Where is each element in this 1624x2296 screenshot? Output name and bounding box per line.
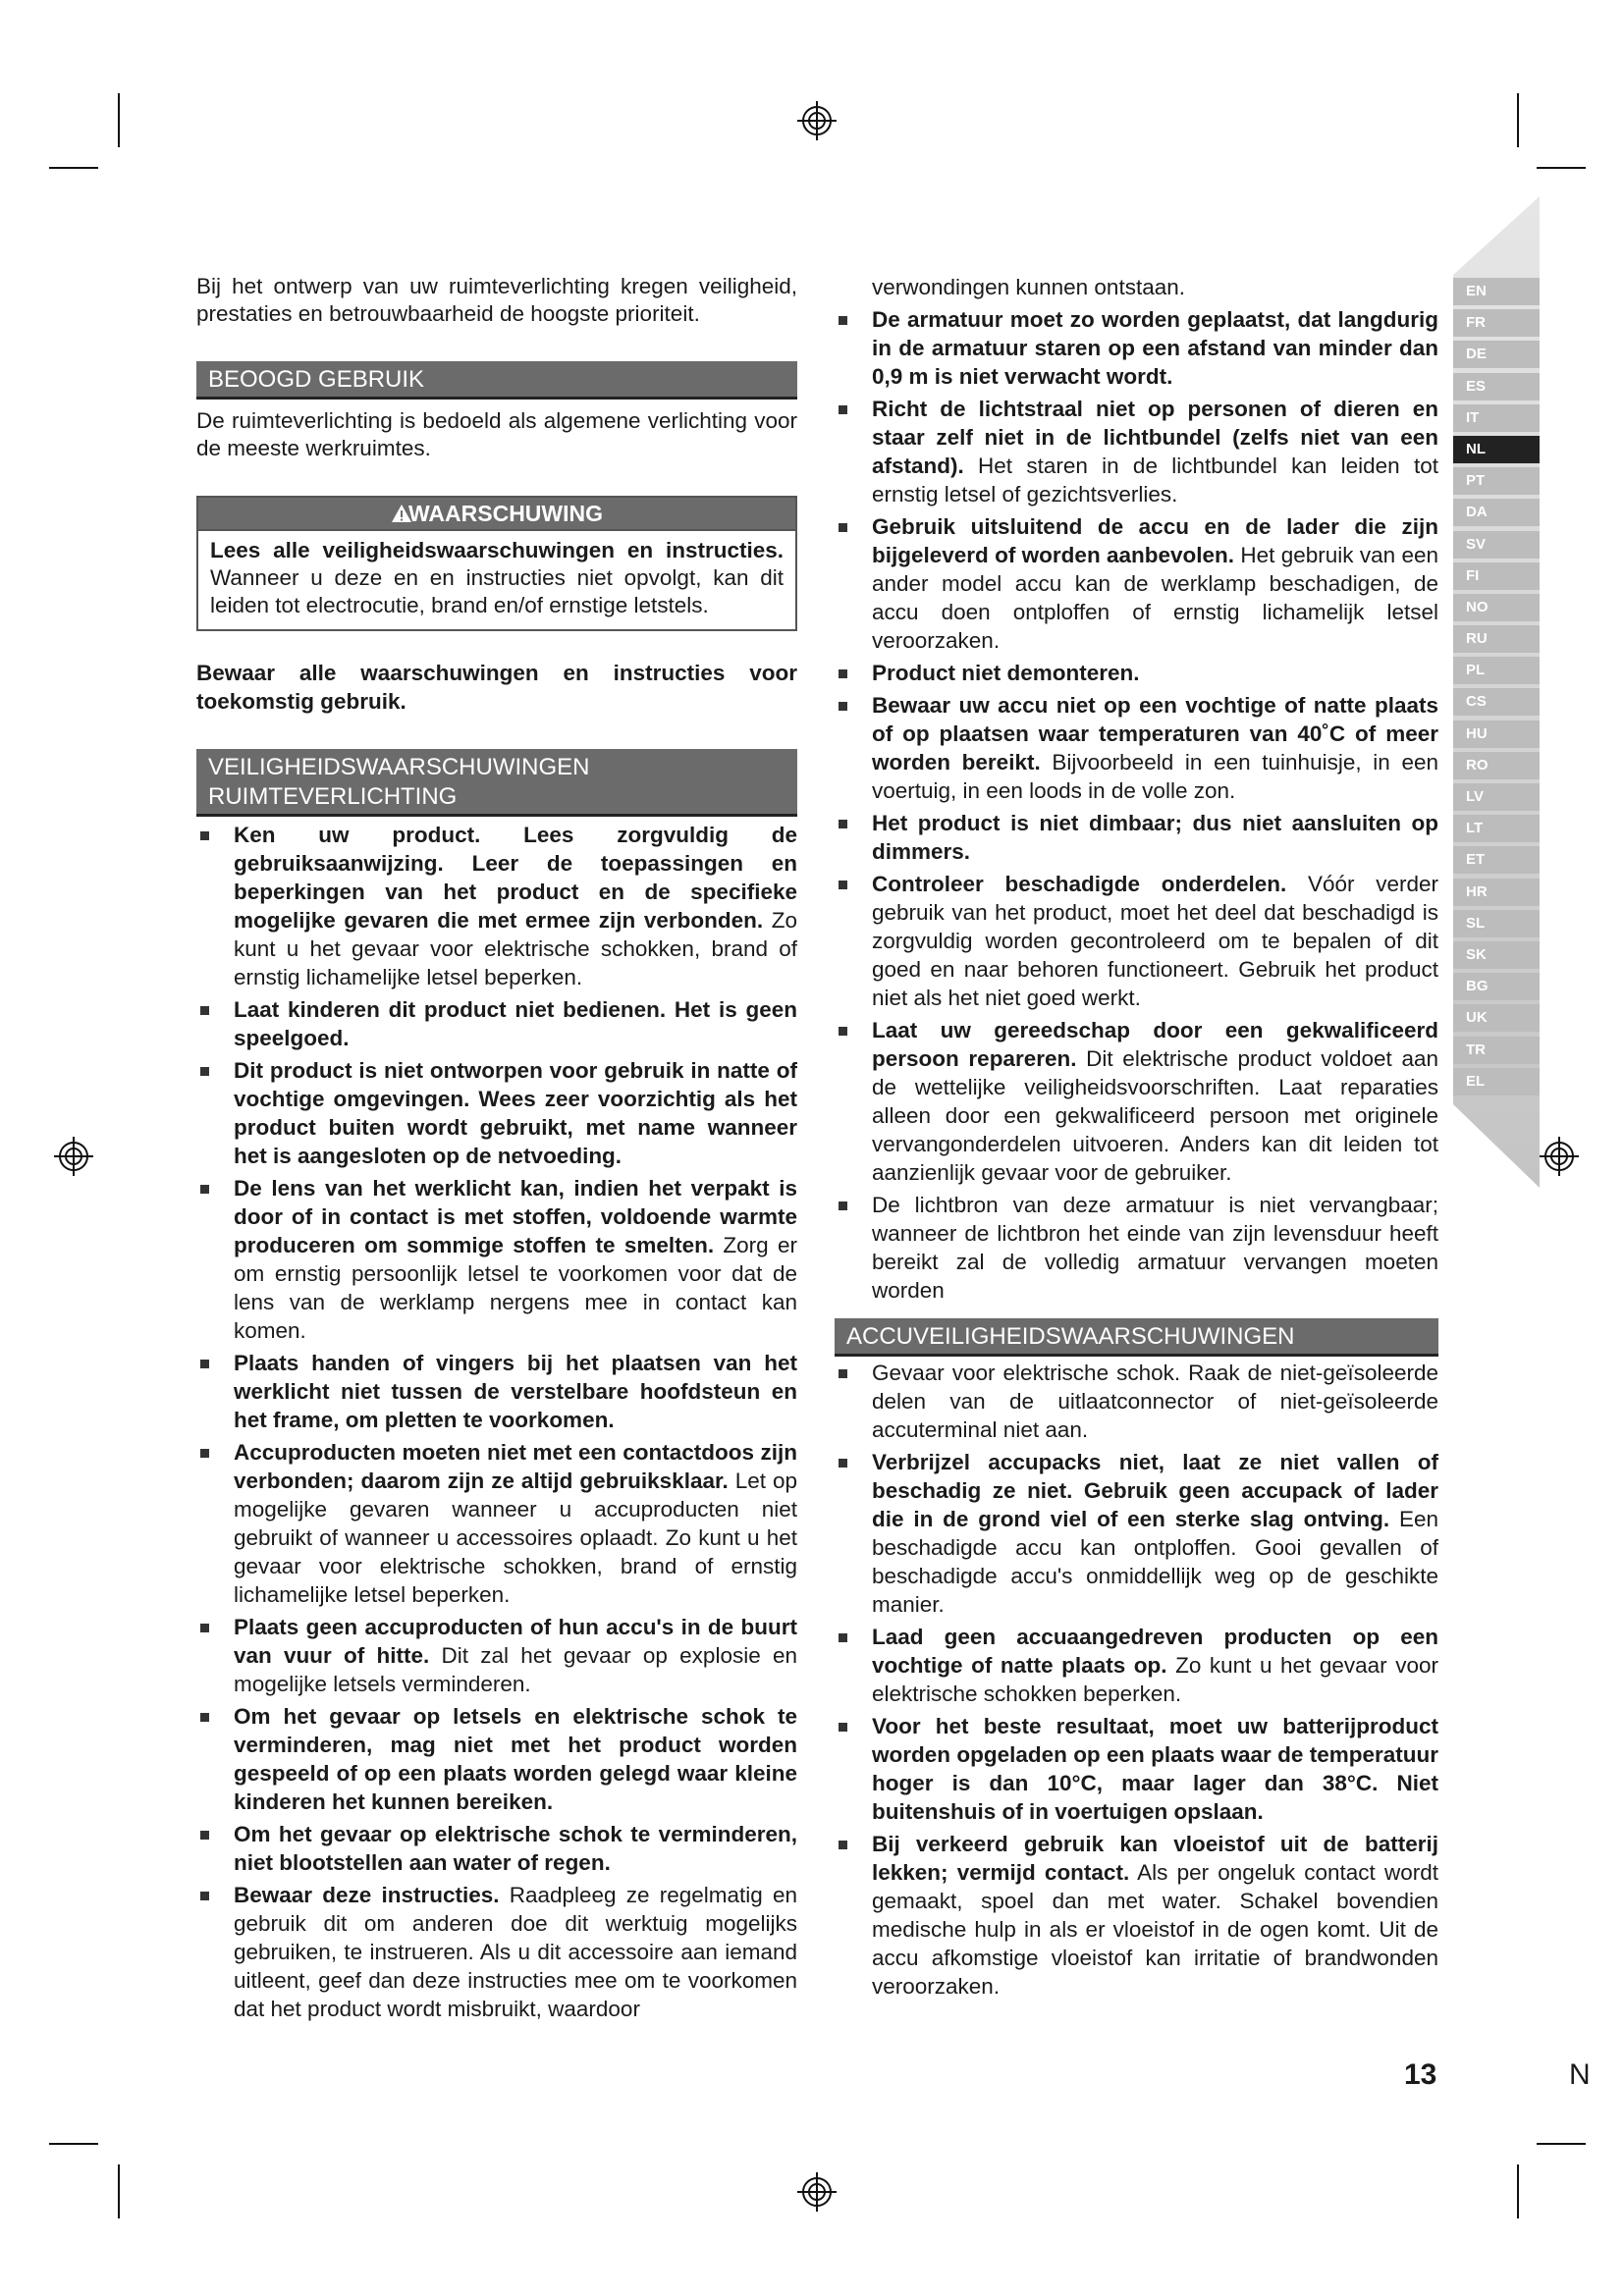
list-item	[835, 659, 1438, 687]
crop-mark	[118, 93, 120, 147]
list-item	[196, 995, 797, 1052]
left-column	[196, 273, 797, 2027]
list-item-bold: De armatuur moet zo worden geplaatst, dat langdurig in de armatuur staren op een afstand van minder dan 0,9 m is niet verwacht wordt.	[872, 307, 1438, 389]
language-tab-el: EL	[1453, 1068, 1540, 1095]
list-item-bold: Voor het beste resultaat, moet uw batterijproduct worden opgeladen op een plaats waar de temperatuur hoger is dan 10°C, maar lager dan 38°C. Niet buitenshuis of in voertuigen opslaan.	[872, 1714, 1438, 1824]
list-item-text: Zo kunt u het gevaar voor elektrische schokken, brand of ernstig lichamelijke letsel beperken.	[234, 908, 797, 989]
list-item-bold: Accuproducten moeten niet met een contactdoos zijn verbonden; daarom zijn ze altijd gebruiksklaar.	[234, 1440, 797, 1493]
list-item-bold: De lens van het werklicht kan, indien het verpakt is door of in contact is met stoffen, voldoende warmte produceren om sommige stoffen te smelten.	[234, 1176, 797, 1257]
bullet-icon	[839, 702, 847, 711]
bullet-icon	[839, 1723, 847, 1732]
bullet-icon	[200, 1713, 209, 1722]
bullet-icon	[839, 1369, 847, 1378]
list-item-bold: Om het gevaar op elektrische schok te verminderen, niet blootstellen aan water of regen.	[234, 1822, 797, 1875]
list-item-bold: Ken uw product. Lees zorgvuldig de gebruiksaanwijzing. Leer de toepassingen en beperkingen van het product en de specifieke mogelijke gevaren die met ermee zijn verbonden.	[234, 823, 797, 933]
language-tab-fi: FI	[1453, 562, 1540, 590]
language-tab-hu: HU	[1453, 721, 1540, 748]
registration-mark-icon	[797, 101, 837, 140]
bullet-icon	[200, 831, 209, 840]
crop-mark	[1517, 93, 1519, 147]
list-item-bold: Om het gevaar op letsels en elektrische schok te verminderen, mag niet met het product worden gespeeld of op een plaats worden gelegd waar kleine kinderen het kunnen bereiken.	[234, 1704, 797, 1814]
bullet-icon	[839, 523, 847, 532]
list-item	[835, 1623, 1438, 1708]
bullet-icon	[200, 1624, 209, 1632]
list-item-text: Bijvoorbeeld in een tuinhuisje, in een voertuig, in een loods in de volle zon.	[872, 750, 1438, 803]
registration-mark-icon	[54, 1137, 93, 1176]
list-item-bold: Laat kinderen dit product niet bedienen. Het is geen speelgoed.	[234, 997, 797, 1050]
beoogd-gebruik-text: De ruimteverlichting is bedoeld als algemene verlichting voor de meeste werkruimtes.	[196, 408, 797, 460]
language-tab-et: ET	[1453, 846, 1540, 874]
language-tab-es: ES	[1453, 373, 1540, 400]
list-item	[835, 691, 1438, 805]
list-item-bold: Verbrijzel accupacks niet, laat ze niet vallen of beschadig ze niet. Gebruik geen accupack of lader die in de grond viel of een sterke slag ontving.	[872, 1450, 1438, 1531]
warning-title	[198, 498, 795, 531]
list-item	[196, 1820, 797, 1877]
list-item-bold: Dit product is niet ontworpen voor gebruik in natte of vochtige omgevingen. Wees zeer voorzichtig als het product buiten wordt gebruikt, met name wanneer het is aangesloten op de netvoeding.	[234, 1058, 797, 1168]
list-item-text: Zo kunt u het gevaar voor elektrische schokken beperken.	[872, 1653, 1439, 1706]
bullet-icon	[839, 1201, 847, 1210]
crop-mark	[1517, 2164, 1519, 2218]
list-item-bold: Het product is niet dimbaar; dus niet aansluiten op dimmers.	[872, 811, 1438, 864]
warning-text: Wanneer u deze en en instructies niet opvolgt, kan dit leiden tot electrocutie, brand en/of ernstige letstels.	[210, 565, 784, 617]
bullet-icon	[839, 669, 847, 678]
warning-box	[196, 496, 797, 631]
bullet-icon	[839, 1841, 847, 1849]
language-tab-tr: TR	[1453, 1037, 1540, 1064]
bullet-icon	[839, 1633, 847, 1642]
bullet-icon	[200, 1831, 209, 1840]
language-tab-it: IT	[1453, 404, 1540, 432]
bullet-icon	[200, 1067, 209, 1076]
bullet-icon	[839, 405, 847, 414]
list-item-text: De lichtbron van deze armatuur is niet vervangbaar; wanneer de lichtbron het einde van zijn levensduur heeft bereikt zal de volledig armatuur vervangen moeten worden	[872, 1193, 1438, 1303]
list-item	[196, 1438, 797, 1609]
registration-mark-icon	[1540, 1137, 1579, 1176]
list-item-bold: Gebruik uitsluitend de accu en de lader die zijn bijgeleverd of worden aanbevolen.	[872, 514, 1438, 567]
language-tab-ro: RO	[1453, 752, 1540, 779]
language-tab-lv: LV	[1453, 783, 1540, 811]
bullet-icon	[200, 1892, 209, 1900]
list-item-bold: Richt de lichtstraal niet op personen of dieren en staar zelf niet in de lichtbundel (zelfs niet van een afstand).	[872, 397, 1438, 478]
list-item-bold: Product niet demonteren.	[872, 661, 1140, 685]
list-item	[835, 512, 1438, 655]
language-tab-bg: BG	[1453, 973, 1540, 1000]
crop-mark	[118, 2164, 120, 2218]
list-item-text: Dit elektrische product voldoet aan de wettelijke veiligheidsvoorschriften. Laat reparaties alleen door een gekwalificeerd persoon met originele vervangonderdelen uitvoeren. Anders kan dit leiden tot aanzienlijk gevaar voor de gebruiker.	[872, 1046, 1438, 1185]
language-tab-lt: LT	[1453, 815, 1540, 842]
list-item-text: Het gebruik van een ander model accu kan de werklamp beschadigen, de accu doen ontploffen of ernstig lichamelijk letsel veroorzaken.	[872, 543, 1438, 653]
list-item	[835, 1359, 1438, 1444]
crop-mark	[1537, 2143, 1586, 2145]
bullet-icon	[839, 1027, 847, 1036]
list-item	[196, 1881, 797, 2023]
beoogd-gebruik-heading: BEOOGD GEBRUIK	[196, 361, 797, 400]
language-tab-sl: SL	[1453, 910, 1540, 937]
crop-mark	[49, 167, 98, 169]
list-item-text: Zorg er om ernstig persoonlijk letsel te voorkomen voor dat de lens van de werklamp nergens mee in contact kan komen.	[234, 1233, 797, 1343]
page-number: 13	[1404, 2058, 1437, 2091]
list-item	[835, 1448, 1438, 1619]
list-item-text: Raadpleeg ze regelmatig en gebruik dit om anderen doe dit werktuig mogelijks gebruiken, te instrueren. Als u dit accessoire aan iemand uitleent, geef dan deze instructies mee om te voorkomen dat het product wordt misbruikt, waardoor	[234, 1883, 797, 2021]
bullet-icon	[839, 1459, 847, 1468]
language-tab-en: EN	[1453, 278, 1540, 305]
list-item-text: Als per ongeluk contact wordt gemaakt, spoel dan met water. Schakel bovendien medische hulp in als er vloeistof in de ogen komt. Uit de accu afkomstige vloeistof kan irritatie of brandwonden veroorzaken.	[872, 1860, 1438, 1999]
language-tab-cs: CS	[1453, 688, 1540, 716]
language-tab-sv: SV	[1453, 531, 1540, 559]
list-item-text: Het staren in de lichtbundel kan leiden tot ernstig letsel of gezichtsverlies.	[872, 454, 1438, 507]
veiligheid-heading-line1: VEILIGHEIDSWAARSCHUWINGEN	[208, 754, 590, 780]
bewaar-text: Bewaar alle waarschuwingen en instructies voor toekomstig gebruik.	[196, 661, 797, 714]
bullet-icon	[839, 881, 847, 889]
language-tab-nl: NL	[1453, 436, 1540, 463]
crop-mark	[1537, 167, 1586, 169]
veiligheid-list	[196, 821, 797, 2023]
list-item	[196, 1702, 797, 1816]
right-continuation-text: verwondingen kunnen ontstaan.	[872, 275, 1185, 299]
list-item-bold: Laat uw gereedschap door een gekwalificeerd persoon repareren.	[872, 1018, 1438, 1071]
list-item	[835, 1712, 1438, 1826]
list-item	[835, 1830, 1438, 2001]
list-item-bold: Bewaar deze instructies.	[234, 1883, 500, 1907]
crop-mark	[49, 2143, 98, 2145]
list-item	[196, 1056, 797, 1170]
list-item-bold: Plaats geen accuproducten of hun accu's in de buurt van vuur of hitte.	[234, 1615, 797, 1668]
language-tab-no: NO	[1453, 594, 1540, 621]
list-item	[196, 1174, 797, 1345]
list-item	[835, 395, 1438, 508]
bullet-icon	[200, 1360, 209, 1368]
warning-body	[198, 531, 795, 629]
language-tab-de: DE	[1453, 341, 1540, 368]
list-item-text: Vóór verder gebruik van het product, moet het deel dat beschadigd is zorgvuldig worden gecontroleerd om te bepalen of dit goed en naar behoren functioneert. Gebruik het product niet als het niet goed werkt.	[872, 872, 1439, 1010]
bullet-icon	[839, 820, 847, 828]
bullet-icon	[200, 1006, 209, 1015]
language-tab-hr: HR	[1453, 879, 1540, 906]
list-item-bold: Bij verkeerd gebruik kan vloeistof uit de batterij lekken; vermijd contact.	[872, 1832, 1438, 1885]
language-tab-pl: PL	[1453, 657, 1540, 684]
intro-text: Bij het ontwerp van uw ruimteverlichting kregen veiligheid, prestaties en betrouwbaarheid de hoogste prioriteit.	[196, 274, 797, 326]
bullet-icon	[200, 1449, 209, 1458]
language-tab-sk: SK	[1453, 941, 1540, 969]
registration-mark-icon	[797, 2172, 837, 2212]
language-tab-fr: FR	[1453, 309, 1540, 337]
right-column	[835, 273, 1438, 2004]
language-tab-ru: RU	[1453, 625, 1540, 653]
list-item	[835, 1016, 1438, 1187]
edge-letter: N	[1569, 2058, 1591, 2091]
list-item-text: Een beschadigde accu kan ontploffen. Gooi gevallen of beschadigde accu's onmiddellijk weg op de geschikte manier.	[872, 1507, 1438, 1617]
list-item-bold: Bewaar uw accu niet op een vochtige of natte plaats of op plaatsen waar temperaturen van 40˚C of meer worden bereikt.	[872, 693, 1438, 774]
list-item	[835, 870, 1438, 1012]
language-tab-uk: UK	[1453, 1004, 1540, 1032]
list-item	[196, 1613, 797, 1698]
list-item-bold: Laad geen accuaangedreven producten op een vochtige of natte plaats op.	[872, 1625, 1438, 1678]
warning-title-text: WAARSCHUWING	[407, 501, 604, 526]
accu-list	[835, 1359, 1438, 2001]
list-item	[835, 809, 1438, 866]
list-item-bold: Plaats handen of vingers bij het plaatsen van het werklicht niet tussen de verstelbare hoofdsteun en het frame, om pletten te voorkomen.	[234, 1351, 797, 1432]
list-item-text: Let op mogelijke gevaren wanneer u accuproducten niet gebruikt of wanneer u accessoires oplaadt. Zo kunt u het gevaar voor elektrische schokken, brand of ernstig lichamelijke letsel beperken.	[234, 1468, 797, 1607]
list-item-bold: Controleer beschadigde onderdelen.	[872, 872, 1287, 896]
veiligheid-heading	[196, 749, 797, 817]
right-list	[835, 305, 1438, 1305]
list-item-text: Dit zal het gevaar op explosie en mogelijke letsels verminderen.	[234, 1643, 798, 1696]
bullet-icon	[839, 316, 847, 325]
list-item-text: Gevaar voor elektrische schok. Raak de niet-geïsoleerde delen van de uitlaatconnector of niet-geïsoleerde accuterminal niet aan.	[872, 1361, 1438, 1442]
list-item	[196, 1349, 797, 1434]
warning-bold-text: Lees alle veiligheidswaarschuwingen en instructies.	[210, 538, 784, 562]
language-tabs	[1453, 278, 1540, 1099]
list-item	[196, 821, 797, 991]
list-item	[835, 305, 1438, 391]
language-tab-da: DA	[1453, 499, 1540, 526]
list-item	[835, 1191, 1438, 1305]
accu-heading: ACCUVEILIGHEIDSWAARSCHUWINGEN	[835, 1318, 1438, 1357]
language-tab-pt: PT	[1453, 467, 1540, 495]
veiligheid-heading-line2: RUIMTEVERLICHTING	[208, 783, 458, 810]
bullet-icon	[200, 1185, 209, 1194]
